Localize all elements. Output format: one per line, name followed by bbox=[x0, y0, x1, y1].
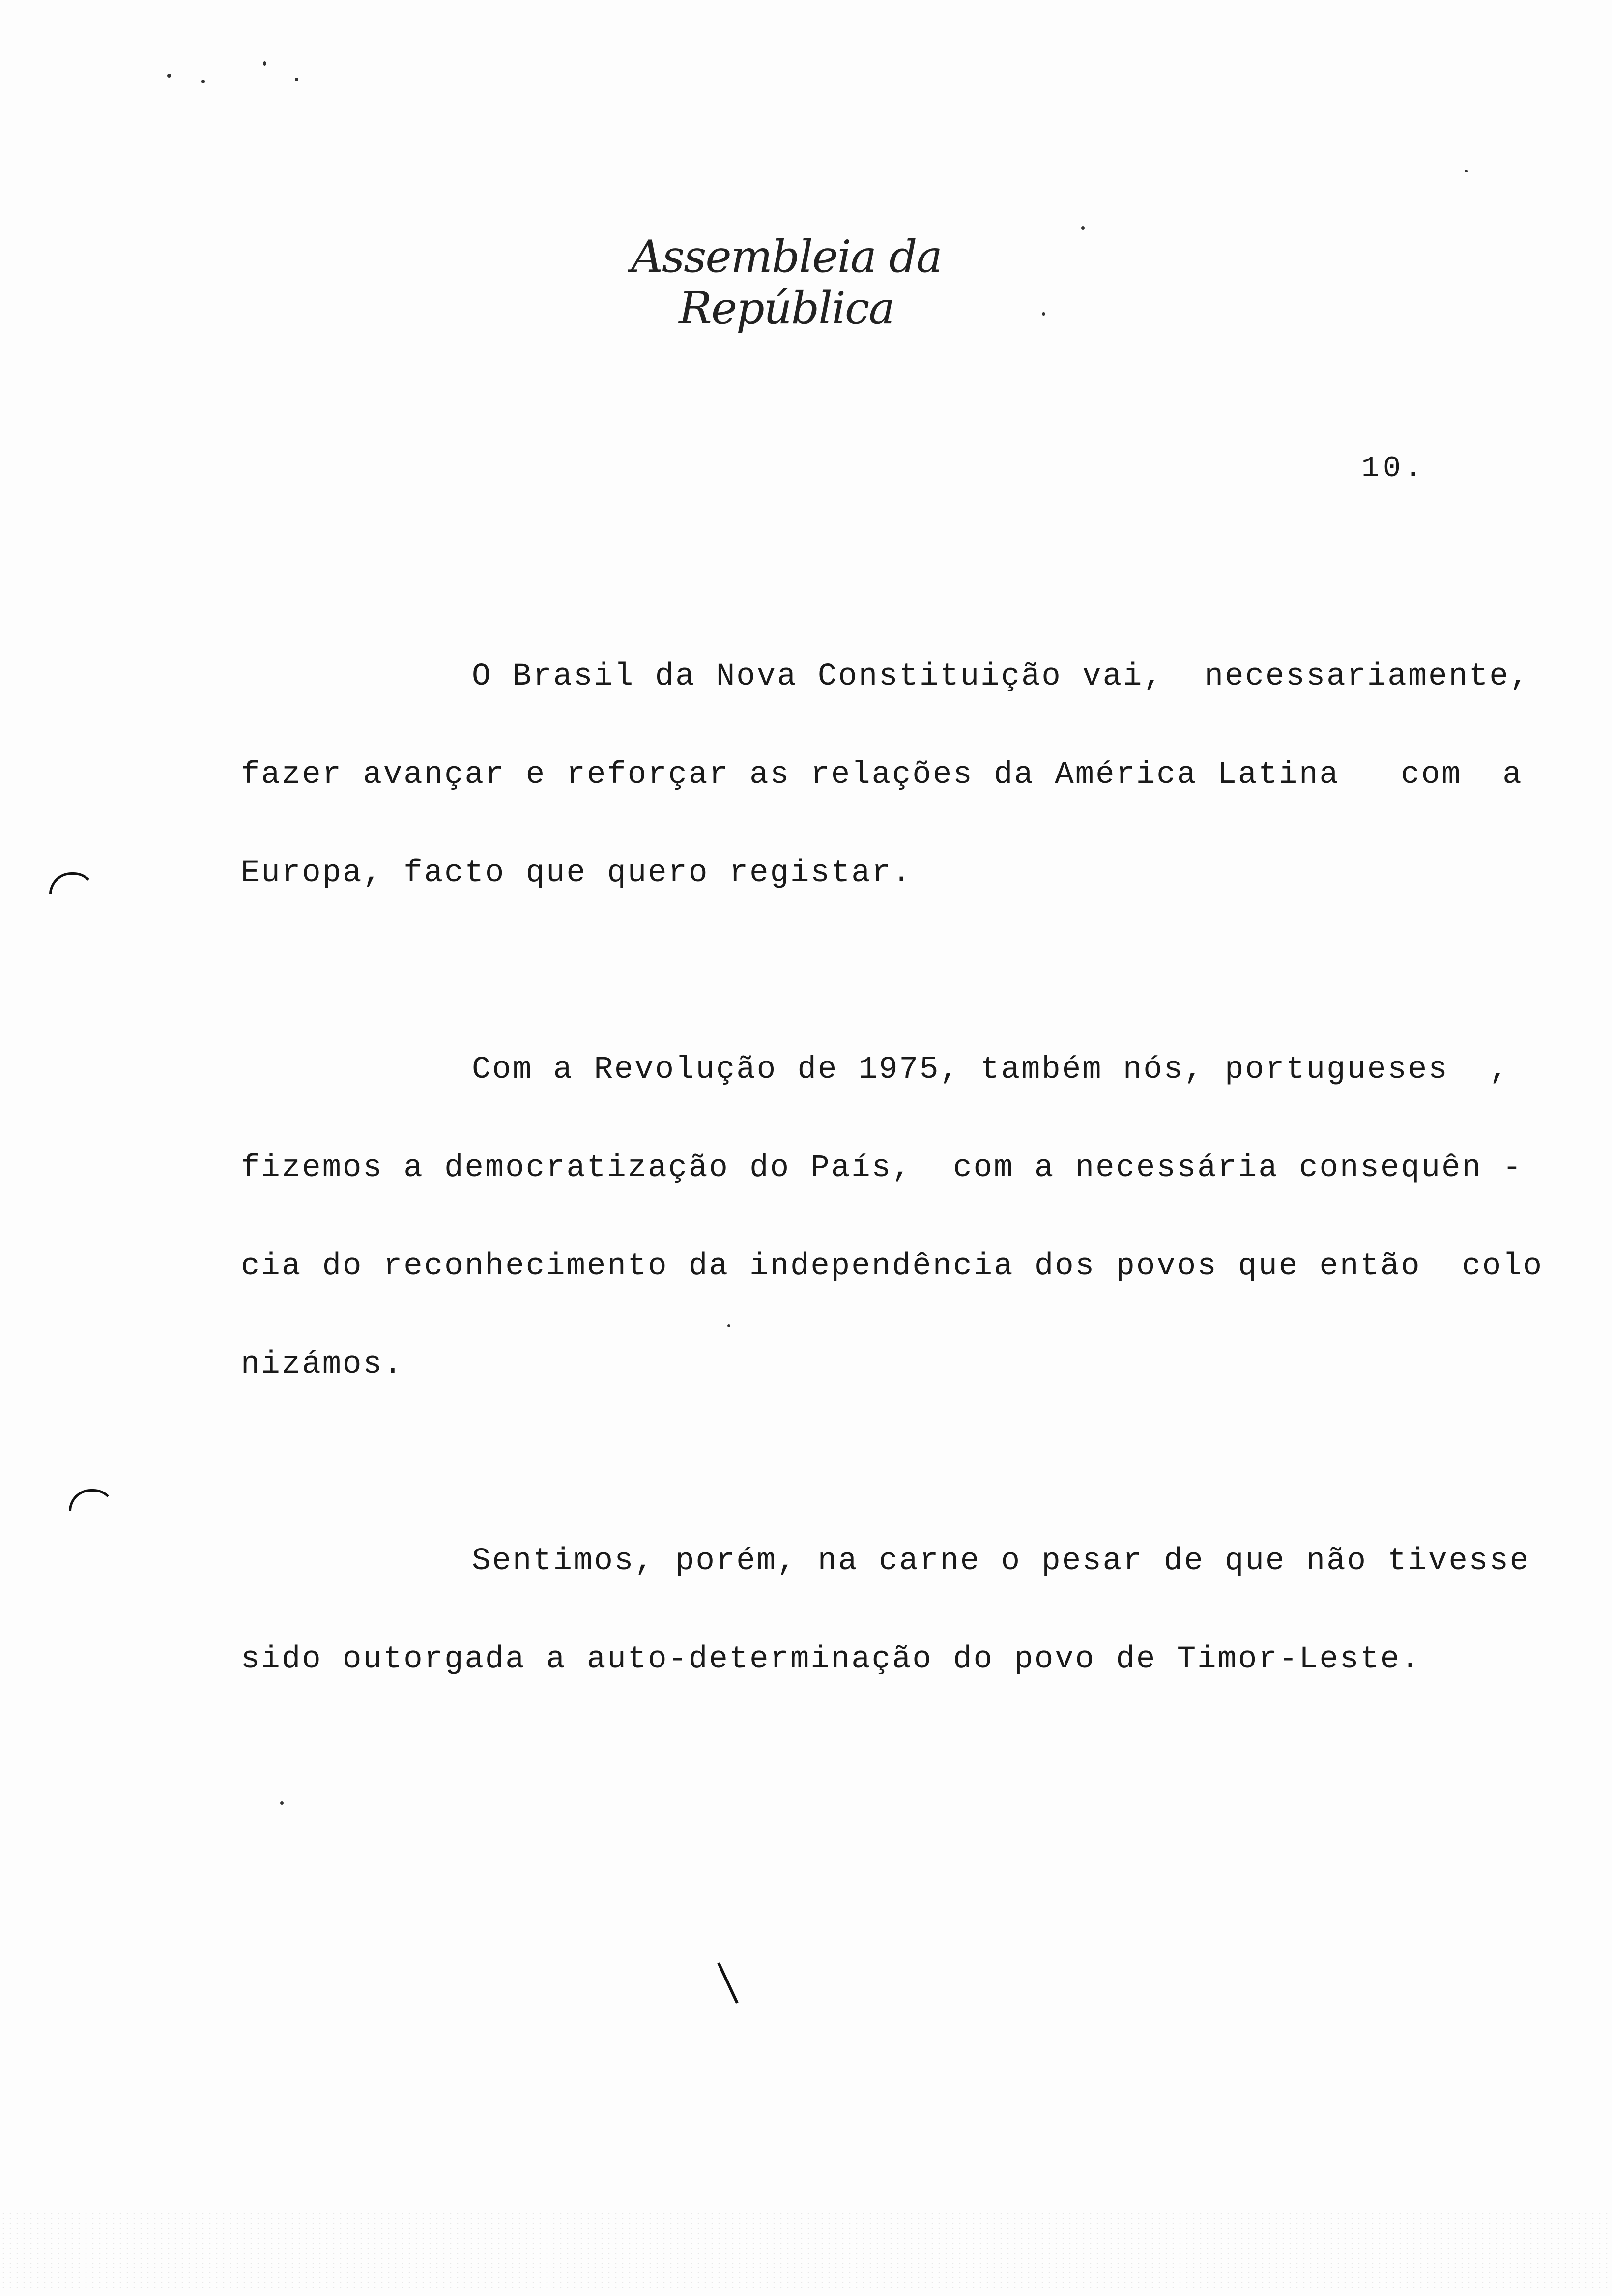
scan-speck bbox=[1042, 312, 1045, 316]
margin-mark-upper bbox=[49, 872, 96, 894]
paragraph-2-line-1: Com a Revolução de 1975, também nós, portugueses , bbox=[472, 1052, 1510, 1088]
paragraph-1-line-2: fazer avançar e reforçar as relações da América Latina com a bbox=[241, 757, 1523, 793]
pen-stroke-mark bbox=[717, 1962, 738, 2004]
scan-speck bbox=[202, 80, 205, 83]
scan-speck bbox=[1081, 226, 1085, 230]
paragraph-1-line-1: O Brasil da Nova Constituição vai, necessariamente, bbox=[472, 659, 1530, 694]
margin-mark-lower bbox=[69, 1489, 115, 1511]
scan-speck bbox=[167, 74, 171, 78]
scan-speck bbox=[727, 1324, 730, 1327]
scan-speck bbox=[1465, 170, 1468, 172]
page-number: 10. bbox=[1361, 452, 1427, 486]
scan-speck bbox=[295, 78, 298, 81]
scan-speck bbox=[280, 1801, 284, 1805]
scan-noise-bottom bbox=[0, 2211, 1612, 2290]
paragraph-3-line-1: Sentimos, porém, na carne o pesar de que não tivesse bbox=[472, 1544, 1530, 1579]
paragraph-2-line-2: fizemos a democratização do País, com a necessária consequên - bbox=[241, 1150, 1523, 1186]
paragraph-1-line-3: Europa, facto que quero registar. bbox=[241, 856, 913, 891]
letterhead: Assembleia da República bbox=[631, 231, 942, 334]
scan-speck bbox=[263, 61, 266, 66]
paragraph-2-line-3: cia do reconhecimento da independência dos povos que então colo bbox=[241, 1249, 1543, 1284]
paragraph-3-line-2: sido outorgada a auto-determinação do povo de Timor-Leste. bbox=[241, 1642, 1421, 1677]
paragraph-2-line-4: nizámos. bbox=[241, 1347, 404, 1382]
